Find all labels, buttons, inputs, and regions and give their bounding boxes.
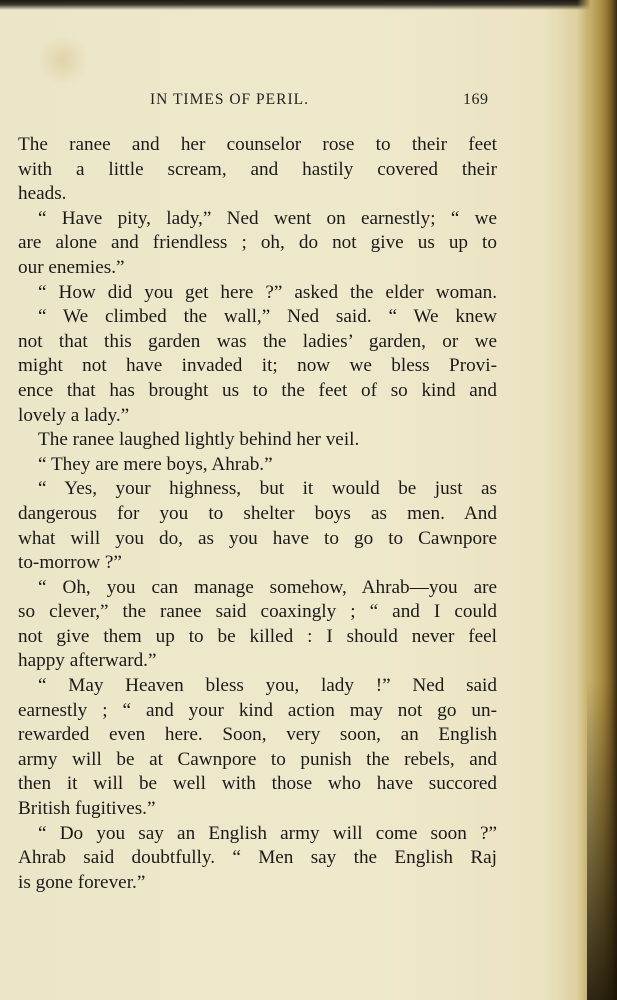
text-line: “ Yes, your highness, but it would be just as [38, 478, 497, 500]
text-line: so clever,” the ranee said coaxingly ; “ and I could [18, 601, 497, 623]
paper-stain [35, 35, 90, 85]
text-line: “ They are mere boys, Ahrab.” [38, 453, 273, 475]
page-number: 169 [463, 91, 489, 108]
text-line: British fugitives.” [18, 798, 156, 820]
body-text [18, 133, 497, 895]
top-edge-shadow [0, 0, 617, 10]
text-line: “ Do you say an English army will come soon ?” [38, 822, 497, 844]
text-line: not that this garden was the ladies’ garden, or we [18, 330, 497, 352]
text-line: is gone forever.” [18, 871, 146, 893]
text-line: rewarded even here. Soon, very soon, an English [18, 724, 497, 746]
text-line: “ May Heaven bless you, lady !” Ned said [38, 675, 497, 697]
text-line: “ We climbed the wall,” Ned said. “ We knew [38, 306, 497, 328]
text-line: are alone and friendless ; oh, do not give us up to [18, 232, 497, 254]
text-line: lovely a lady.” [18, 404, 130, 426]
text-line: dangerous for you to shelter boys as men. And [18, 502, 497, 524]
text-line: “ Have pity, lady,” Ned went on earnestly; “ we [38, 207, 497, 229]
text-line: The ranee and her counselor rose to their feet [18, 134, 497, 155]
spine-shadow [587, 680, 617, 1000]
text-line: The ranee laughed lightly behind her veil. [38, 429, 360, 451]
text-line: what will you do, as you have to go to Cawnpore [18, 527, 497, 549]
text-line: “ How did you get here ?” asked the elder woman. [38, 281, 497, 303]
text-line: to-morrow ?” [18, 552, 122, 574]
text-line: ence that has brought us to the feet of so kind and [18, 379, 497, 401]
text-line: “ Oh, you can manage somehow, Ahrab—you are [38, 576, 497, 598]
text-line: with a little scream, and hastily covered their [18, 158, 497, 180]
text-line: our enemies.” [18, 256, 125, 278]
running-head: IN TIMES OF PERIL. [150, 91, 309, 108]
text-line: might not have invaded it; now we bless Provi- [18, 355, 497, 377]
text-line: Ahrab said doubtfully. “ Men say the English Raj [18, 847, 497, 869]
text-line: earnestly ; “ and your kind action may not go un- [18, 699, 497, 721]
text-line: happy afterward.” [18, 650, 157, 672]
text-line: not give them up to be killed : I should never feel [18, 625, 497, 647]
text-line: army will be at Cawnpore to punish the rebels, and [18, 748, 497, 770]
text-line: then it will be well with those who have succored [18, 773, 497, 795]
text-line: heads. [18, 183, 67, 205]
